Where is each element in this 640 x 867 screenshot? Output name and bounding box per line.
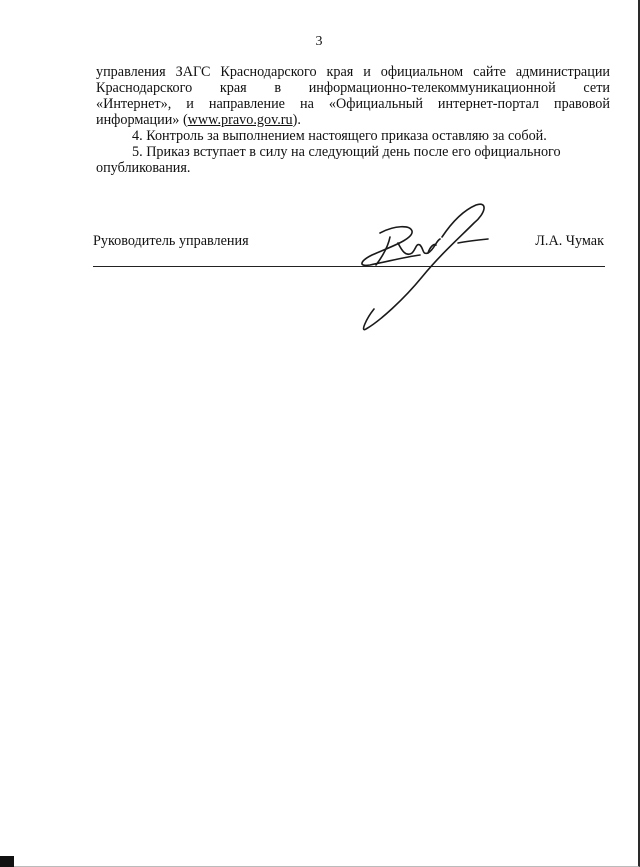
text-line: «Интернет», и направление на «Официальный интернет-портал правовой (96, 96, 610, 112)
page-number: 3 (315, 34, 323, 49)
text-fragment: информации» ( (96, 112, 188, 128)
text-line: управления ЗАГС Краснодарского края и официальном сайте администрации (96, 64, 610, 80)
text-line: Краснодарского края в информационно-телекоммуникационной сети (96, 80, 610, 96)
pravo-link[interactable]: www.pravo.gov.ru (187, 112, 293, 128)
scan-artifact (0, 856, 14, 867)
item-5: 5. Приказ вступает в силу на следующий день после его официального (132, 144, 561, 160)
text-fragment: ). (292, 112, 301, 128)
item-5-continuation: опубликования. (96, 160, 191, 176)
item-4: 4. Контроль за выполнением настоящего приказа оставляю за собой. (132, 128, 547, 144)
signature-divider (93, 266, 605, 267)
body-text (96, 64, 610, 176)
signatory-title: Руководитель управления (93, 233, 249, 249)
handwritten-signature (350, 195, 510, 335)
text-line (96, 112, 610, 128)
signatory-name: Л.А. Чумак (535, 233, 604, 249)
